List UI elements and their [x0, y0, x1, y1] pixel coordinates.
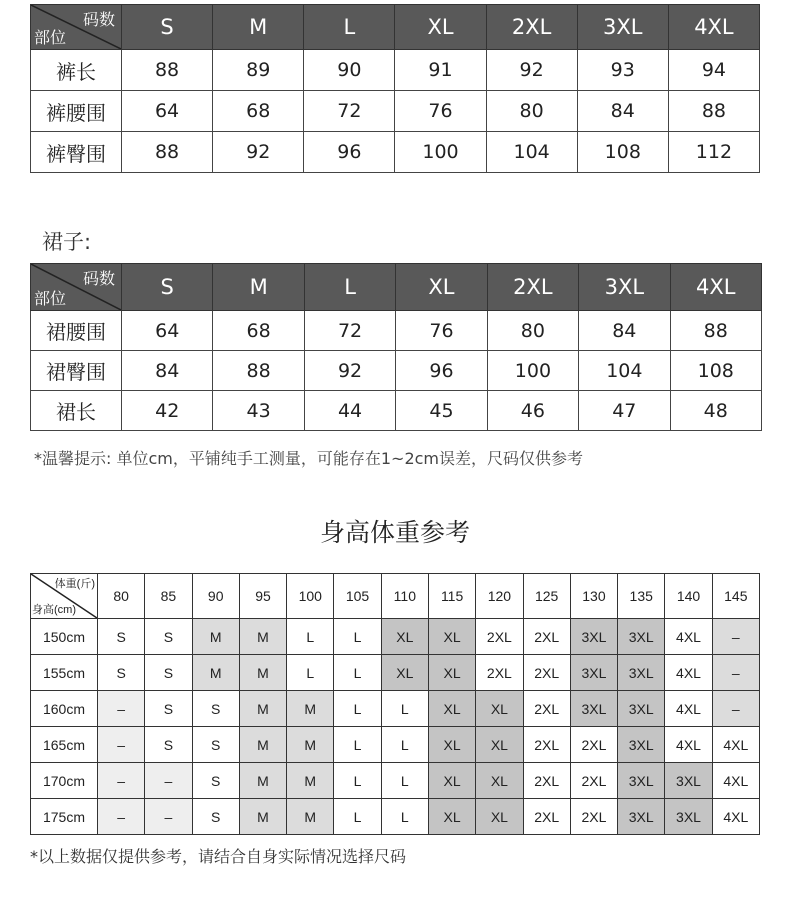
table-row [31, 351, 762, 391]
column-header: 4XL [670, 264, 761, 311]
table-cell: M [239, 691, 286, 727]
table-cell: 88 [670, 311, 761, 351]
table-cell: 2XL [523, 727, 570, 763]
table-cell: 46 [487, 391, 578, 431]
table-cell: 3XL [618, 691, 665, 727]
column-header: 115 [428, 574, 475, 619]
corner-column-label: 码数 [82, 269, 115, 288]
height-weight-table [30, 573, 760, 835]
column-header: 80 [98, 574, 145, 619]
column-header: 95 [239, 574, 286, 619]
table-cell: XL [428, 691, 475, 727]
table-cell: M [239, 763, 286, 799]
table-cell: S [98, 655, 145, 691]
column-header: XL [396, 264, 487, 311]
header-row [31, 5, 760, 50]
corner-row-label: 身高(cm) [32, 604, 76, 616]
column-header: 85 [145, 574, 192, 619]
table-row [31, 655, 760, 691]
table-cell: 100 [487, 351, 578, 391]
table-row [31, 311, 762, 351]
table-cell: 2XL [570, 799, 617, 835]
table-cell: – [712, 619, 759, 655]
row-label: 175cm [31, 799, 98, 835]
column-header: 120 [476, 574, 523, 619]
table-cell: XL [381, 619, 428, 655]
table-cell: 88 [213, 351, 304, 391]
table-cell: 100 [395, 132, 486, 173]
row-label: 裤长 [31, 50, 122, 91]
table-cell: S [98, 619, 145, 655]
table-cell: 43 [213, 391, 304, 431]
table-cell: S [192, 691, 239, 727]
table-cell: 4XL [712, 727, 759, 763]
table-cell: M [287, 727, 334, 763]
table-cell: 80 [487, 311, 578, 351]
table-cell: 3XL [570, 691, 617, 727]
table-cell: XL [428, 727, 475, 763]
table-cell: 80 [486, 91, 577, 132]
table-cell: 3XL [570, 619, 617, 655]
header-row [31, 574, 760, 619]
table-row [31, 91, 760, 132]
table-cell: L [287, 655, 334, 691]
column-header: 100 [287, 574, 334, 619]
column-header: M [213, 264, 304, 311]
table-cell: S [145, 619, 192, 655]
table-cell: 88 [122, 50, 213, 91]
table-cell: – [98, 691, 145, 727]
table-cell: 90 [304, 50, 395, 91]
column-header: 2XL [486, 5, 577, 50]
table-cell: – [98, 799, 145, 835]
table-cell: XL [476, 763, 523, 799]
table-cell: M [239, 727, 286, 763]
table-cell: M [287, 763, 334, 799]
table-row [31, 619, 760, 655]
table-cell: XL [428, 763, 475, 799]
table-cell: L [334, 691, 381, 727]
table-cell: 72 [304, 91, 395, 132]
corner-column-label: 码数 [82, 10, 115, 29]
table-cell: 4XL [665, 691, 712, 727]
table-cell: 68 [213, 311, 304, 351]
table-cell: 4XL [712, 799, 759, 835]
skirt-section-label: 裙子: [42, 230, 92, 254]
table-cell: 4XL [665, 655, 712, 691]
table-cell: – [712, 691, 759, 727]
table-cell: XL [428, 619, 475, 655]
table-cell: 3XL [665, 799, 712, 835]
table-cell: S [145, 727, 192, 763]
table-cell: 2XL [476, 655, 523, 691]
table-cell: 2XL [570, 727, 617, 763]
column-header: 3XL [577, 5, 668, 50]
table-cell: L [381, 691, 428, 727]
table-cell: 3XL [618, 655, 665, 691]
table-cell: 76 [396, 311, 487, 351]
table-cell: 93 [577, 50, 668, 91]
table-cell: 2XL [523, 655, 570, 691]
table-cell: – [145, 799, 192, 835]
table-cell: 4XL [665, 727, 712, 763]
column-header: L [304, 264, 395, 311]
table-cell: 84 [577, 91, 668, 132]
column-header: 140 [665, 574, 712, 619]
table-cell: 104 [486, 132, 577, 173]
table-cell: S [192, 727, 239, 763]
table-cell: 45 [396, 391, 487, 431]
table-cell: 96 [396, 351, 487, 391]
table-cell: 2XL [570, 763, 617, 799]
table-cell: 3XL [618, 763, 665, 799]
table-cell: 2XL [476, 619, 523, 655]
table-row [31, 132, 760, 173]
table-cell: 3XL [665, 763, 712, 799]
table-cell: 64 [122, 311, 213, 351]
table-cell: 3XL [570, 655, 617, 691]
table-cell: 88 [668, 91, 759, 132]
table-cell: 72 [304, 311, 395, 351]
table-cell: XL [428, 655, 475, 691]
table-cell: M [192, 619, 239, 655]
table-row [31, 391, 762, 431]
table-cell: XL [381, 655, 428, 691]
row-label: 裙长 [31, 391, 122, 431]
table-row [31, 691, 760, 727]
table-cell: L [334, 655, 381, 691]
row-label: 170cm [31, 763, 98, 799]
table-cell: 104 [579, 351, 670, 391]
measurement-note: *温馨提示: 单位cm，平铺纯手工测量，可能存在1~2cm误差，尺码仅供参考 [34, 449, 584, 468]
corner-column-label: 体重(斤) [54, 578, 95, 590]
column-header: XL [395, 5, 486, 50]
table-cell: S [145, 655, 192, 691]
table-cell: 92 [304, 351, 395, 391]
table-cell: 44 [304, 391, 395, 431]
corner-header-cell [31, 574, 98, 619]
table-cell: 68 [213, 91, 304, 132]
table-cell: M [192, 655, 239, 691]
header-row [31, 264, 762, 311]
table-cell: M [287, 691, 334, 727]
column-header: 105 [334, 574, 381, 619]
table-row [31, 727, 760, 763]
table-cell: 88 [122, 132, 213, 173]
table-cell: 108 [577, 132, 668, 173]
row-label: 155cm [31, 655, 98, 691]
row-label: 裙臀围 [31, 351, 122, 391]
column-header: S [122, 264, 213, 311]
column-header: 90 [192, 574, 239, 619]
table-cell: M [239, 655, 286, 691]
table-cell: M [239, 799, 286, 835]
column-header: L [304, 5, 395, 50]
table-cell: 84 [122, 351, 213, 391]
column-header: 110 [381, 574, 428, 619]
table-cell: 112 [668, 132, 759, 173]
table-cell: 96 [304, 132, 395, 173]
table-row [31, 50, 760, 91]
column-header: 125 [523, 574, 570, 619]
table-row [31, 763, 760, 799]
table-cell: XL [428, 799, 475, 835]
reference-note: *以上数据仅提供参考，请结合自身实际情况选择尺码 [30, 847, 407, 866]
table-cell: L [334, 763, 381, 799]
table-cell: 2XL [523, 763, 570, 799]
table-cell: L [287, 619, 334, 655]
skirt-size-table [30, 263, 762, 431]
row-label: 裤腰围 [31, 91, 122, 132]
table-cell: – [98, 763, 145, 799]
table-cell: L [334, 799, 381, 835]
table-cell: 2XL [523, 619, 570, 655]
table-cell: S [192, 763, 239, 799]
table-cell: L [381, 763, 428, 799]
table-cell: 4XL [665, 619, 712, 655]
table-cell: XL [476, 727, 523, 763]
table-cell: 94 [668, 50, 759, 91]
table-cell: 64 [122, 91, 213, 132]
table-cell: L [334, 727, 381, 763]
table-cell: 47 [579, 391, 670, 431]
row-label: 165cm [31, 727, 98, 763]
table-cell: 3XL [618, 727, 665, 763]
table-cell: 89 [213, 50, 304, 91]
table-cell: M [239, 619, 286, 655]
column-header: 135 [618, 574, 665, 619]
column-header: 2XL [487, 264, 578, 311]
table-cell: 92 [486, 50, 577, 91]
column-header: 145 [712, 574, 759, 619]
column-header: M [213, 5, 304, 50]
column-header: 4XL [668, 5, 759, 50]
table-cell: S [192, 799, 239, 835]
table-cell: 84 [579, 311, 670, 351]
table-cell: 2XL [523, 691, 570, 727]
table-cell: L [381, 799, 428, 835]
table-cell: – [98, 727, 145, 763]
table-cell: 91 [395, 50, 486, 91]
table-cell: 3XL [618, 619, 665, 655]
table-cell: 76 [395, 91, 486, 132]
row-label: 160cm [31, 691, 98, 727]
column-header: 3XL [579, 264, 670, 311]
table-cell: L [381, 727, 428, 763]
table-cell: 42 [122, 391, 213, 431]
row-label: 裙腰围 [31, 311, 122, 351]
corner-header-cell [31, 5, 122, 50]
table-cell: XL [476, 799, 523, 835]
corner-row-label: 部位 [34, 28, 67, 47]
corner-row-label: 部位 [34, 289, 67, 308]
table-cell: 4XL [712, 763, 759, 799]
table-row [31, 799, 760, 835]
table-cell: 48 [670, 391, 761, 431]
pants-size-table [30, 4, 760, 173]
row-label: 裤臀围 [31, 132, 122, 173]
table-cell: – [712, 655, 759, 691]
table-cell: M [287, 799, 334, 835]
table-cell: – [145, 763, 192, 799]
row-label: 150cm [31, 619, 98, 655]
table-cell: XL [476, 691, 523, 727]
table-cell: S [145, 691, 192, 727]
column-header: 130 [570, 574, 617, 619]
reference-title: 身高体重参考 [319, 518, 470, 547]
corner-header-cell [31, 264, 122, 311]
table-cell: 2XL [523, 799, 570, 835]
table-cell: 108 [670, 351, 761, 391]
table-cell: 3XL [618, 799, 665, 835]
table-cell: L [334, 619, 381, 655]
table-cell: 92 [213, 132, 304, 173]
column-header: S [122, 5, 213, 50]
